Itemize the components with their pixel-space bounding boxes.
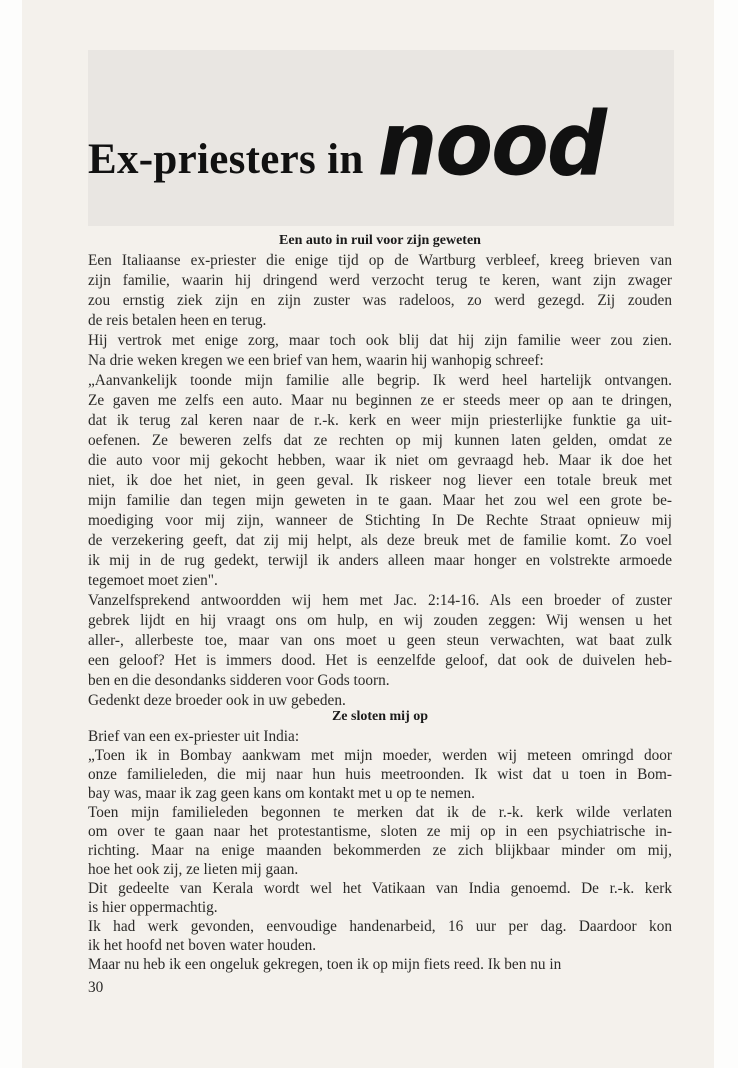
paragraph	[88, 727, 672, 746]
text-line: Na drie weken kregen we een brief van hem, waarin hij wanhopig schreef:	[88, 352, 544, 369]
text-line: „Toen ik in Bombay aankwam met mijn moeder, werden wij meteen omringd door	[88, 747, 672, 764]
article-section-1	[88, 231, 672, 711]
paragraph	[88, 591, 672, 691]
paragraph	[88, 803, 672, 879]
text-line: Toen mijn familieleden begonnen te merken dat ik de r.-k. kerk wilde verlaten	[88, 804, 672, 821]
paragraph	[88, 371, 672, 591]
text-line: Dit gedeelte van Kerala wordt wel het Vatikaan van India genoemd. De r.-k. kerk	[88, 880, 672, 897]
text-line: ben en die desondanks sidderen voor Gods toorn.	[88, 672, 390, 689]
text-line: mijn familie dan tegen mijn geweten in te gaan. Maar het zou wel een grote be-	[88, 492, 672, 509]
paragraph	[88, 955, 672, 974]
paragraph	[88, 746, 672, 803]
text-line: Vanzelfsprekend antwoordden wij hem met Jac. 2:14-16. Als een broeder of zuster	[88, 592, 672, 609]
paragraph	[88, 251, 672, 331]
section-heading: Ze sloten mij op	[331, 709, 429, 724]
text-line: een geloof? Het is immers dood. Het is eenzelfde geloof, dat ook de duivelen heb-	[88, 652, 672, 669]
text-line: de reis betalen heen en terug.	[88, 312, 267, 329]
text-line: is hier oppermachtig.	[88, 899, 218, 916]
text-line: richting. Maar na enige maanden bekommerden ze zich blijkbaar minder om mij,	[88, 842, 672, 859]
section-heading: Een auto in ruil voor zijn geweten	[279, 233, 481, 248]
page-title	[88, 92, 605, 196]
text-line: Hij vertrok met enige zorg, maar toch ook blij dat hij zijn familie weer zou zien.	[88, 332, 672, 349]
title-part1: Ex-priesters in	[88, 136, 364, 183]
text-line: aller-, allerbeste toe, maar van ons moet u geen steun verwachten, wat baat zulk	[88, 632, 672, 649]
text-line: om over te gaan naar het protestantisme, sloten ze mij op in een psychiatrische in-	[88, 823, 672, 840]
text-line: „Aanvankelijk toonde mijn familie alle begrip. Ik werd heel hartelijk ontvangen.	[88, 372, 672, 389]
text-line: Brief van een ex-priester uit India:	[88, 728, 300, 745]
text-line: hoe het ook zij, ze lieten mij gaan.	[88, 861, 299, 878]
text-line: die auto voor mij gekocht hebben, waar ik niet om gevraagd heb. Maar ik doe het	[88, 452, 672, 469]
text-line: zijn familie, waarin hij dringend werd verzocht terug te keren, want zijn zwager	[88, 272, 672, 289]
paragraph	[88, 917, 672, 955]
text-line: niet, ik doe het niet, in geen geval. Ik riskeer nog liever een totale breuk met	[88, 472, 672, 489]
text-line: ik het hoofd net boven water houden.	[88, 937, 317, 954]
article-section-2	[88, 707, 672, 974]
page-number: 30	[88, 979, 104, 996]
text-line: Een Italiaanse ex-priester die enige tijd op de Wartburg verbleef, kreeg brieven van	[88, 252, 672, 269]
text-line: ik mij in de rug gedekt, terwijl ik anders alleen maar honger en volstrekte armoede	[88, 552, 672, 569]
text-line: bay was, maar ik zag geen kans om kontakt met u op te nemen.	[88, 785, 475, 802]
text-line: de verzekering geeft, dat zij mij helpt, als deze breuk met de familie komt. Zo voel	[88, 532, 672, 549]
text-line: Ze gaven me zelfs een auto. Maar nu beginnen ze er steeds meer op aan te dringen,	[88, 392, 672, 409]
paragraph	[88, 879, 672, 917]
text-line: oefenen. Ze beweren zelfs dat ze rechten op mij kunnen laten gelden, omdat ze	[88, 432, 672, 449]
text-line: Gedenkt deze broeder ook in uw gebeden.	[88, 692, 346, 709]
text-line: Ik had werk gevonden, eenvoudige handenarbeid, 16 uur per dag. Daardoor kon	[88, 918, 672, 935]
title-part2: nood	[377, 92, 605, 196]
paragraph	[88, 331, 672, 371]
text-line: tegemoet moet zien".	[88, 572, 218, 589]
text-line: zou ernstig ziek zijn en zijn zuster was radeloos, zo werd gezegd. Zij zouden	[88, 292, 672, 309]
text-line: moediging voor mij zijn, wanneer de Stichting In De Rechte Straat opnieuw mij	[88, 512, 672, 529]
text-line: dat ik terug zal keren naar de r.-k. kerk en weer mijn priesterlijke funktie ga uit-	[88, 412, 672, 429]
text-line: gebrek lijdt en hij vraagt ons om hulp, en wij zouden zeggen: Wij wensen u het	[88, 612, 672, 629]
text-line: Maar nu heb ik een ongeluk gekregen, toen ik op mijn fiets reed. Ik ben nu in	[88, 956, 562, 973]
text-line: onze familieleden, die mij naar hun huis meetroonden. Ik wist dat u toen in Bom-	[88, 766, 672, 783]
